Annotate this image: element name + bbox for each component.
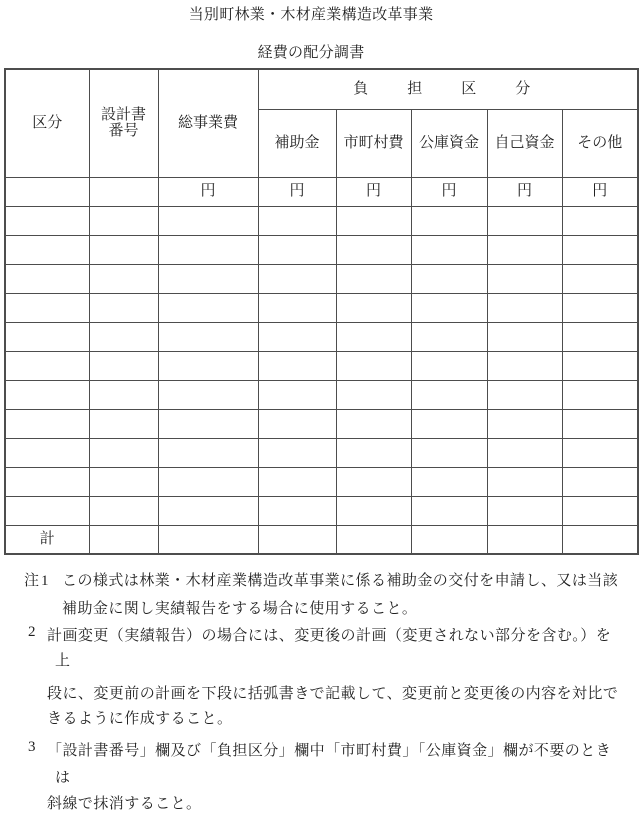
data-cell [411,322,487,351]
data-cell [562,467,638,496]
note-marker: 2 [28,624,38,640]
data-cell [89,380,158,409]
data-cell [258,322,336,351]
data-cell [158,322,258,351]
data-cell [158,409,258,438]
data-cell [487,496,562,525]
data-cell [411,235,487,264]
data-cell [89,293,158,322]
data-cell [89,235,158,264]
data-cell [89,467,158,496]
data-cell [562,235,638,264]
unit-yen-label: 円 [158,177,258,206]
data-cell [562,380,638,409]
data-cell [487,467,562,496]
header-burden-classification: 負 担 区 分 [258,69,638,109]
unit-row [5,177,638,206]
note-text: 計画変更（実績報告）の場合には、変更後の計画（変更されない部分を含む。）を [47,628,612,644]
data-cell [487,235,562,264]
data-cell [158,206,258,235]
data-cell [258,496,336,525]
data-cell [336,380,411,409]
data-cell [487,264,562,293]
data-cell [158,293,258,322]
header-category: 区分 [5,69,89,177]
data-cell [258,467,336,496]
header-design-doc-number-line2: 番号 [108,123,139,140]
header-total-project-cost: 総事業費 [158,69,258,177]
note-text: 斜線で抹消すること。 [47,796,202,812]
data-cell [336,293,411,322]
table-row [5,322,638,351]
data-cell [258,525,336,554]
data-cell [158,525,258,554]
note-line [0,682,640,702]
data-cell [487,322,562,351]
data-cell [411,380,487,409]
header-own-funds: 自己資金 [487,109,562,177]
header-row-1 [5,69,638,109]
header-subsidy: 補助金 [258,109,336,177]
unit-yen-label: 円 [487,177,562,206]
data-cell [562,525,638,554]
data-cell [336,264,411,293]
data-cell [89,177,158,206]
data-cell [336,438,411,467]
note-text: 上 [55,653,71,669]
data-cell [5,206,89,235]
data-cell [487,525,562,554]
data-cell [158,351,258,380]
note-marker: 注1 [24,573,51,589]
note-text: きるように作成すること。 [47,711,233,727]
table-row [5,293,638,322]
data-cell [336,206,411,235]
data-cell [158,467,258,496]
table-row [5,206,638,235]
data-cell [5,264,89,293]
note-line [0,569,640,589]
data-cell [411,206,487,235]
note-text: この様式は林業・木材産業構造改革事業に係る補助金の交付を申請し、又は当該 [62,573,619,589]
table-row [5,351,638,380]
data-cell [158,496,258,525]
data-cell [258,438,336,467]
data-cell [89,351,158,380]
data-cell [487,438,562,467]
total-row [5,525,638,554]
data-cell [89,206,158,235]
expense-allocation-table [4,68,639,555]
header-public-corp-funds: 公庫資金 [411,109,487,177]
note-text: 補助金に関し実績報告をする場合に使用すること。 [62,601,418,617]
table-row [5,380,638,409]
data-cell [562,322,638,351]
data-cell [411,409,487,438]
data-cell [5,322,89,351]
page-subtitle: 経費の配分調書 [257,45,365,61]
data-cell [411,467,487,496]
note-line [0,649,640,669]
data-cell [258,235,336,264]
data-cell [89,409,158,438]
table-row [5,409,638,438]
data-cell [336,467,411,496]
data-cell [89,438,158,467]
note-line [0,707,640,727]
data-cell [258,293,336,322]
data-cell [158,380,258,409]
data-cell [562,264,638,293]
data-cell [487,380,562,409]
note-text: は [55,770,71,786]
data-cell [411,525,487,554]
unit-yen-label: 円 [562,177,638,206]
data-cell [5,438,89,467]
data-cell [487,351,562,380]
data-cell [5,235,89,264]
table-row [5,264,638,293]
data-cell [487,206,562,235]
data-cell [5,409,89,438]
note-line [0,739,640,759]
data-cell [5,351,89,380]
header-design-doc-number-line1: 設計書 [100,107,146,124]
data-cell [158,264,258,293]
data-cell [5,177,89,206]
note-marker: 3 [28,739,38,755]
table-row [5,235,638,264]
data-cell [336,409,411,438]
data-cell [258,380,336,409]
note-line [0,766,640,786]
note-text: 「設計書番号」欄及び「負担区分」欄中「市町村費」「公庫資金」欄が不要のとき [47,743,612,759]
data-cell [336,322,411,351]
unit-yen-label: 円 [336,177,411,206]
note-line [0,597,640,617]
page-title: 当別町林業・木材産業構造改革事業 [188,7,434,23]
data-cell [562,351,638,380]
data-cell [89,322,158,351]
unit-yen-label: 円 [411,177,487,206]
header-municipal-cost: 市町村費 [336,109,411,177]
total-label: 計 [5,525,89,554]
unit-yen-label: 円 [258,177,336,206]
table-row [5,496,638,525]
data-cell [89,525,158,554]
header-design-doc-number [89,69,158,177]
data-cell [562,438,638,467]
data-cell [411,264,487,293]
data-cell [562,206,638,235]
data-cell [562,496,638,525]
data-cell [5,293,89,322]
data-cell [5,467,89,496]
data-cell [258,264,336,293]
header-other: その他 [562,109,638,177]
data-cell [5,380,89,409]
data-cell [562,409,638,438]
data-cell [336,351,411,380]
data-cell [336,525,411,554]
data-cell [487,293,562,322]
data-cell [89,264,158,293]
data-cell [158,235,258,264]
data-cell [487,409,562,438]
data-cell [411,293,487,322]
data-cell [411,496,487,525]
data-cell [158,438,258,467]
data-cell [336,496,411,525]
data-cell [89,496,158,525]
note-line [0,624,640,644]
data-cell [258,409,336,438]
table-row [5,438,638,467]
data-cell [258,206,336,235]
data-cell [258,351,336,380]
note-text: 段に、変更前の計画を下段に括弧書きで記載して、変更前と変更後の内容を対比で [47,686,619,702]
data-cell [336,235,411,264]
table-row [5,467,638,496]
data-cell [411,438,487,467]
data-cell [411,351,487,380]
data-cell [5,496,89,525]
data-cell [562,293,638,322]
note-line [0,792,640,812]
